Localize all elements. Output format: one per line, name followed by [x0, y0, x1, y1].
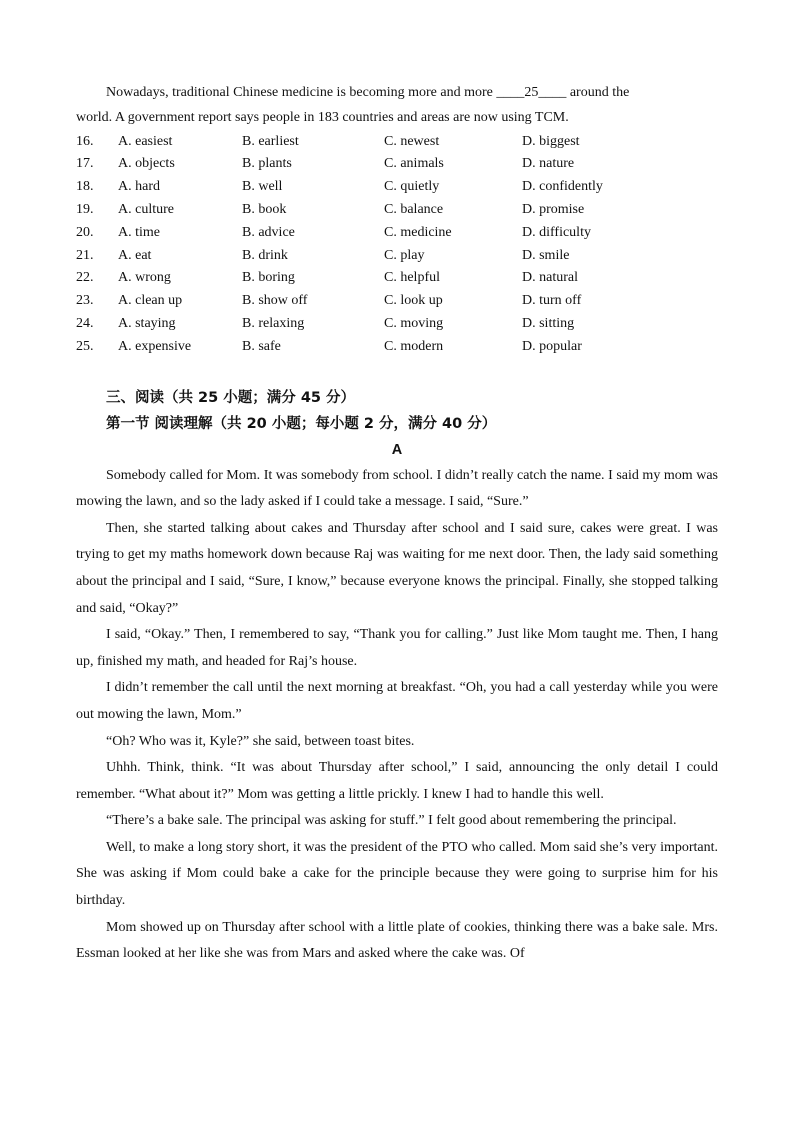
- options-table: [76, 131, 718, 359]
- option-a: A. hard: [118, 179, 160, 195]
- question-number: 19.: [76, 201, 94, 217]
- story-paragraph: “There’s a bake sale. The principal was asking for stuff.” I felt good about remembering the principal.: [106, 813, 677, 829]
- question-number: 18.: [76, 179, 94, 195]
- option-a: A. time: [118, 224, 160, 240]
- option-d: D. difficulty: [522, 224, 591, 240]
- option-b: B. plants: [242, 156, 292, 172]
- option-row: [76, 199, 718, 222]
- option-b: B. advice: [242, 224, 295, 240]
- story-paragraph: Well, to make a long story short, it was the president of the PTO who called. Mom said she’s very important. She was asking if Mom could bake a cake for the principle because they were going to surprise him for his birthday.: [76, 839, 718, 909]
- option-c: C. helpful: [384, 270, 440, 286]
- option-c: C. balance: [384, 201, 444, 217]
- option-a: A. easiest: [118, 133, 173, 149]
- option-a: A. staying: [118, 315, 176, 331]
- intro-line-2: world. A government report says people in 183 countries and areas are now using TCM.: [76, 109, 569, 125]
- story-paragraph: I said, “Okay.” Then, I remembered to say, “Thank you for calling.” Just like Mom taught me. Then, I hang up, finished my math, and headed for Raj’s house.: [76, 627, 718, 669]
- option-b: B. safe: [242, 338, 281, 354]
- option-b: B. show off: [242, 293, 308, 309]
- option-c: C. modern: [384, 338, 444, 354]
- story-paragraph: Uhhh. Think, think. “It was about Thursday after school,” I said, announcing the only detail I could remember. “What about it?” Mom was getting a little prickly. I knew I had to handle this well.: [76, 760, 718, 802]
- option-c: C. look up: [384, 293, 443, 309]
- option-c: C. newest: [384, 133, 440, 149]
- option-row: [76, 336, 718, 359]
- option-row: [76, 131, 718, 154]
- option-b: B. boring: [242, 270, 295, 286]
- option-row: [76, 267, 718, 290]
- story-paragraph: “Oh? Who was it, Kyle?” she said, between toast bites.: [106, 733, 415, 749]
- question-number: 17.: [76, 156, 94, 172]
- question-number: 25.: [76, 338, 94, 354]
- story-paragraph: Mom showed up on Thursday after school with a little plate of cookies, thinking there was a bake sale. Mrs. Essman looked at her like she was from Mars and asked where the cake was. Of: [76, 919, 718, 962]
- option-d: D. natural: [522, 270, 578, 286]
- option-b: B. relaxing: [242, 315, 305, 331]
- option-row: [76, 313, 718, 336]
- option-c: C. animals: [384, 156, 444, 172]
- option-a: A. clean up: [118, 293, 183, 309]
- option-c: C. medicine: [384, 224, 452, 240]
- option-a: A. eat: [118, 247, 152, 263]
- option-d: D. sitting: [522, 315, 575, 331]
- story-paragraph: Then, she started talking about cakes and Thursday after school and I said sure, cakes were great. I was trying to get my maths homework down because Raj was waiting for me next door. Then, the lady said something about the principal and I said, “Sure, I know,” because everyone knows the principal. Finally, she stopped talking and said, “Okay?”: [76, 520, 718, 616]
- story-paragraph: Somebody called for Mom. It was somebody from school. I didn’t really catch the name. I said my mom was mowing the lawn, and so the lady asked if I could take a message. I said, “Sure.”: [76, 467, 718, 510]
- option-d: D. smile: [522, 247, 570, 263]
- question-number: 22.: [76, 270, 94, 286]
- option-d: D. promise: [522, 201, 585, 217]
- option-a: A. expensive: [118, 338, 192, 354]
- option-c: C. moving: [384, 315, 444, 331]
- option-d: D. biggest: [522, 133, 580, 149]
- option-row: [76, 290, 718, 313]
- option-row: [76, 245, 718, 268]
- question-number: 23.: [76, 293, 94, 309]
- option-b: B. book: [242, 201, 287, 217]
- option-d: D. turn off: [522, 293, 582, 309]
- intro-paragraph: [76, 80, 718, 129]
- document-page: [76, 80, 718, 968]
- option-row: [76, 153, 718, 176]
- option-b: B. drink: [242, 247, 288, 263]
- question-number: 20.: [76, 224, 94, 240]
- passage-label: A: [391, 441, 403, 458]
- intro-line-1: Nowadays, traditional Chinese medicine is becoming more and more ____25____ around the: [106, 85, 630, 100]
- option-c: C. play: [384, 247, 425, 263]
- option-a: A. culture: [118, 201, 174, 217]
- option-d: D. confidently: [522, 179, 603, 195]
- option-a: A. wrong: [118, 270, 171, 286]
- question-number: 16.: [76, 133, 94, 149]
- story-paragraph: I didn’t remember the call until the next morning at breakfast. “Oh, you had a call yesterday while you were out mowing the lawn, Mom.”: [76, 680, 718, 722]
- option-d: D. nature: [522, 156, 575, 172]
- option-row: [76, 222, 718, 245]
- option-c: C. quietly: [384, 179, 440, 195]
- section-title: 三、阅读（共 25 小题；满分 45 分）: [106, 389, 356, 406]
- passage-text: [76, 463, 718, 968]
- option-d: D. popular: [522, 338, 582, 354]
- option-a: A. objects: [118, 156, 175, 172]
- option-b: B. earliest: [242, 133, 299, 149]
- option-b: B. well: [242, 179, 283, 195]
- subsection-title: 第一节 阅读理解（共 20 小题；每小题 2 分，满分 40 分）: [106, 415, 497, 432]
- option-row: [76, 176, 718, 199]
- question-number: 21.: [76, 247, 94, 263]
- question-number: 24.: [76, 315, 94, 331]
